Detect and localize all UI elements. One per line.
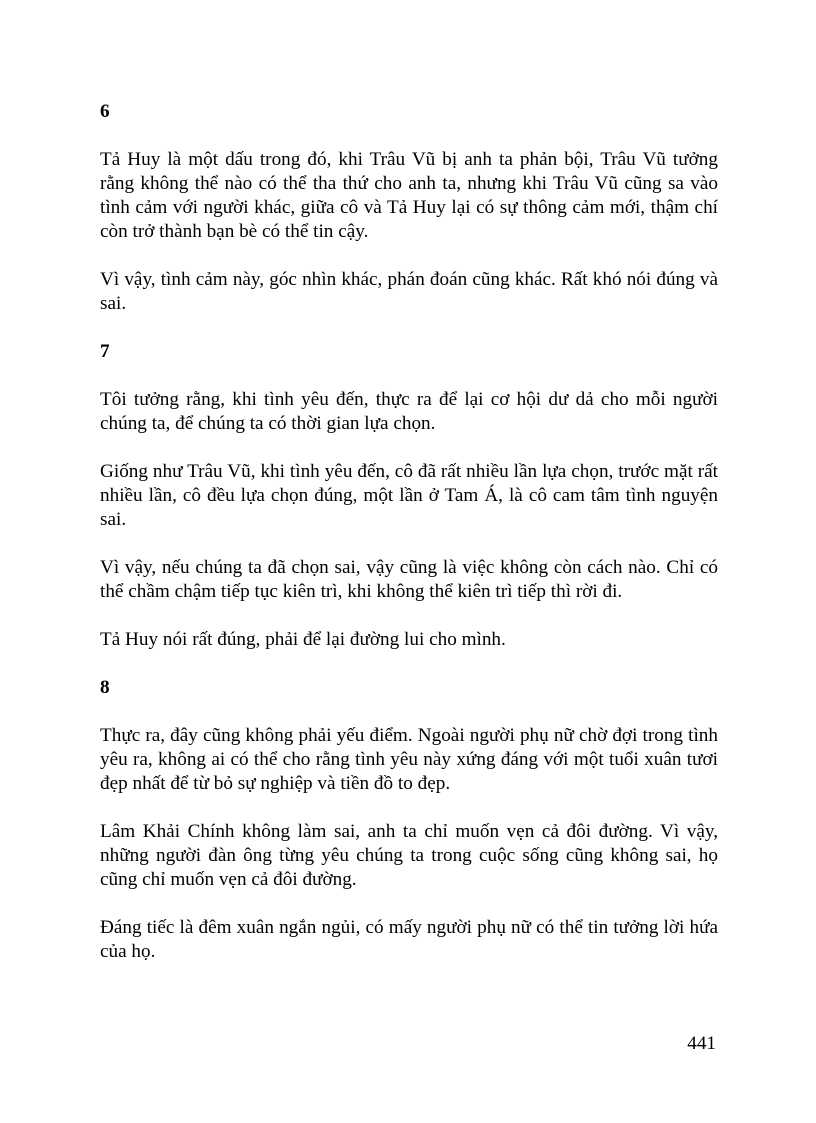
paragraph: Vì vậy, nếu chúng ta đã chọn sai, vậy cũng là việc không còn cách nào. Chỉ có thể chầm chậm tiếp tục kiên trì, khi không thể kiên trì tiếp thì rời đi. [100,557,718,602]
section-number: 8 [100,677,110,698]
paragraph: Tả Huy là một dấu trong đó, khi Trâu Vũ bị anh ta phản bội, Trâu Vũ tưởng rằng không thể nào có thể tha thứ cho anh ta, nhưng khi Trâu Vũ cũng sa vào tình cảm với người khác, giữa cô và Tả Huy lại có sự thông cảm mới, thậm chí còn trở thành bạn bè có thể tin cậy. [100,149,718,242]
paragraph: Đáng tiếc là đêm xuân ngắn ngủi, có mấy người phụ nữ có thể tin tưởng lời hứa của họ. [100,917,718,962]
paragraph: Tả Huy nói rất đúng, phải để lại đường lui cho mình. [100,629,506,650]
paragraph: Tôi tưởng rằng, khi tình yêu đến, thực ra để lại cơ hội dư dả cho mỗi người chúng ta, để chúng ta có thời gian lựa chọn. [100,389,718,434]
paragraph: Vì vậy, tình cảm này, góc nhìn khác, phán đoán cũng khác. Rất khó nói đúng và sai. [100,269,718,314]
paragraph: Giống như Trâu Vũ, khi tình yêu đến, cô đã rất nhiều lần lựa chọn, trước mặt rất nhiều lần, cô đều lựa chọn đúng, một lần ở Tam Á, là cô cam tâm tình nguyện sai. [100,461,718,530]
page-number: 441 [687,1033,716,1054]
page-content [100,100,718,988]
section-number: 6 [100,101,110,122]
paragraph: Thực ra, đây cũng không phải yếu điểm. Ngoài người phụ nữ chờ đợi trong tình yêu ra, không ai có thể cho rằng tình yêu này xứng đáng với một tuổi xuân tươi đẹp nhất để từ bỏ sự nghiệp và tiền đồ to đẹp. [100,725,718,794]
paragraph: Lâm Khải Chính không làm sai, anh ta chỉ muốn vẹn cả đôi đường. Vì vậy, những người đàn ông từng yêu chúng ta trong cuộc sống cũng không sai, họ cũng chỉ muốn vẹn cả đôi đường. [100,821,718,890]
section-number: 7 [100,341,110,362]
